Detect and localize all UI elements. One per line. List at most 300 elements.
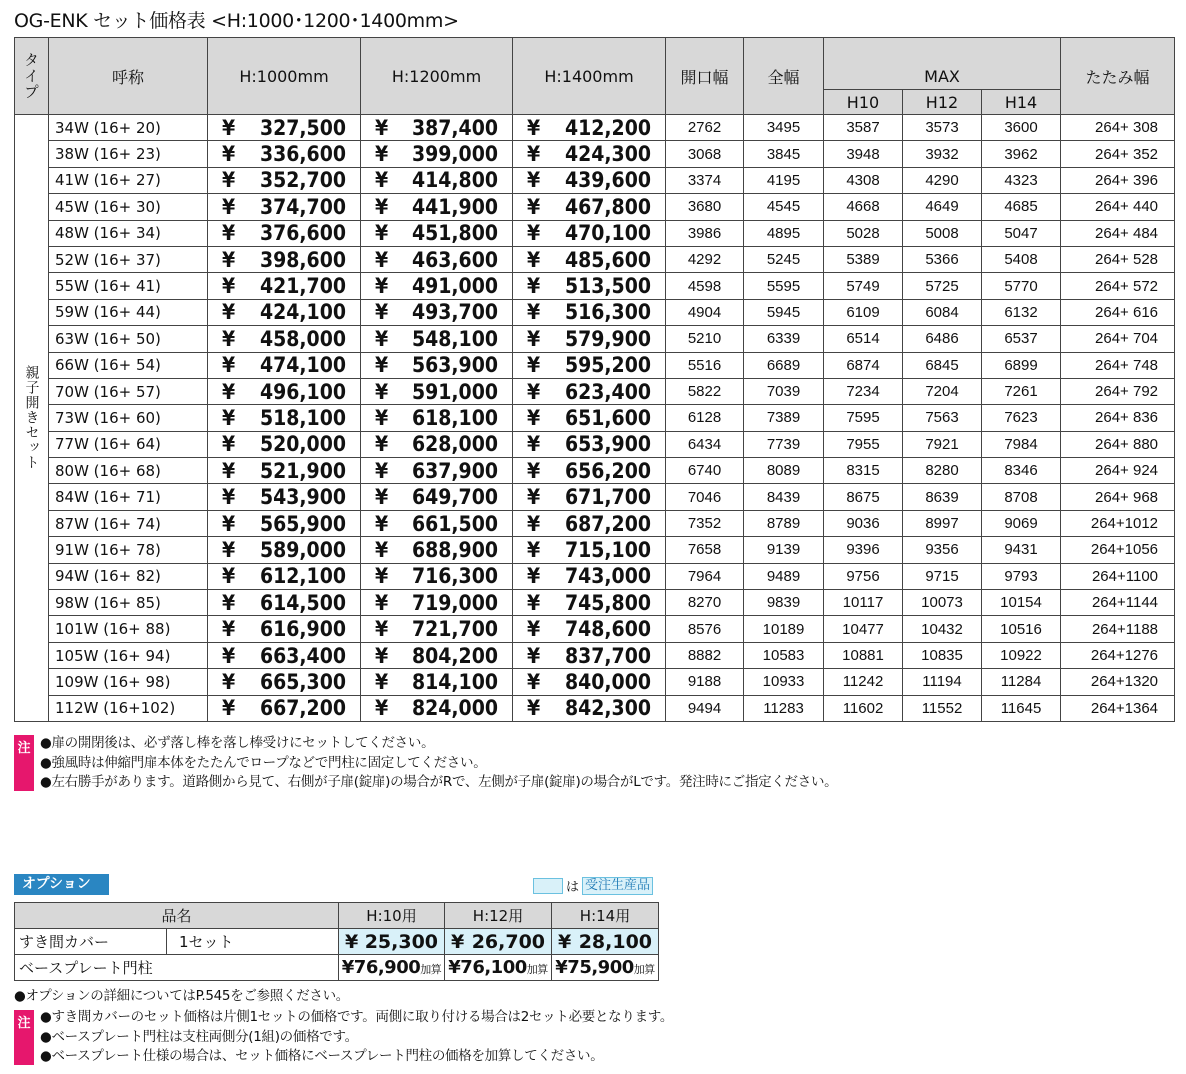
table-row (15, 405, 1175, 431)
row-code: 59W (16+ 44) (49, 299, 208, 325)
row-max-h12: 6845 (903, 352, 982, 378)
row-max-h10: 10117 (824, 590, 903, 616)
row-max-h14: 8708 (982, 484, 1061, 510)
row-folded: 264+1320 (1061, 669, 1175, 695)
legend-made-to-order: 受注生産品 (582, 877, 653, 895)
row-price-p1: ¥ 614,500 (208, 590, 361, 616)
option-table (14, 902, 659, 981)
row-code: 38W (16+ 23) (49, 141, 208, 167)
row-folded: 264+ 440 (1061, 194, 1175, 220)
type-label: 親子開きセット (23, 365, 40, 470)
table-row (15, 590, 1175, 616)
col-max-h10: H10 (824, 90, 903, 115)
row-price-p1: ¥ 352,700 (208, 167, 361, 193)
row-folded: 264+ 572 (1061, 273, 1175, 299)
row-price-p3: ¥ 651,600 (513, 405, 666, 431)
opt-name: ベースプレート門柱 (15, 955, 339, 981)
row-total: 9839 (744, 590, 824, 616)
row-total: 6339 (744, 326, 824, 352)
row-opening: 6128 (666, 405, 744, 431)
row-code: 34W (16+ 20) (49, 115, 208, 141)
row-total: 5245 (744, 246, 824, 272)
row-price-p3: ¥ 470,100 (513, 220, 666, 246)
row-max-h10: 5389 (824, 246, 903, 272)
type-cell (15, 115, 49, 722)
col-h1200: H:1200mm (361, 38, 513, 115)
row-price-p1: ¥ 520,000 (208, 431, 361, 457)
row-price-p2: ¥ 451,800 (361, 220, 513, 246)
opt-price-h12: ¥ 26,700 (445, 929, 552, 955)
row-price-p2: ¥ 414,800 (361, 167, 513, 193)
row-price-p3: ¥ 743,000 (513, 563, 666, 589)
table-row (15, 616, 1175, 642)
table-row (15, 220, 1175, 246)
row-code: 98W (16+ 85) (49, 590, 208, 616)
opt-price-h12: ¥76,100加算 (445, 955, 552, 981)
row-opening: 2762 (666, 115, 744, 141)
row-max-h10: 8675 (824, 484, 903, 510)
row-price-p3: ¥ 467,800 (513, 194, 666, 220)
opt-name: すき間カバー (15, 929, 167, 955)
row-code: 63W (16+ 50) (49, 326, 208, 352)
option-title: オプション (14, 874, 109, 895)
row-opening: 7046 (666, 484, 744, 510)
row-max-h12: 10073 (903, 590, 982, 616)
row-price-p3: ¥ 748,600 (513, 616, 666, 642)
row-price-p1: ¥ 612,100 (208, 563, 361, 589)
row-opening: 4598 (666, 273, 744, 299)
table-row (15, 141, 1175, 167)
row-total: 10583 (744, 642, 824, 668)
col-max-h14: H14 (982, 90, 1061, 115)
row-opening: 7964 (666, 563, 744, 589)
row-total: 5945 (744, 299, 824, 325)
row-max-h12: 5725 (903, 273, 982, 299)
row-max-h12: 9715 (903, 563, 982, 589)
opt-price-h10: ¥ 25,300 (339, 929, 445, 955)
row-price-p1: ¥ 424,100 (208, 299, 361, 325)
row-opening: 7658 (666, 537, 744, 563)
col-max-h12: H12 (903, 90, 982, 115)
option-notes (40, 1008, 673, 1067)
row-max-h10: 4308 (824, 167, 903, 193)
col-h1400: H:1400mm (513, 38, 666, 115)
row-opening: 5516 (666, 352, 744, 378)
row-max-h10: 10881 (824, 642, 903, 668)
row-price-p3: ¥ 842,300 (513, 695, 666, 721)
price-table (14, 37, 1175, 722)
row-price-p1: ¥ 421,700 (208, 273, 361, 299)
row-opening: 7352 (666, 510, 744, 536)
row-folded: 264+1276 (1061, 642, 1175, 668)
row-price-p1: ¥ 667,200 (208, 695, 361, 721)
row-price-p1: ¥ 474,100 (208, 352, 361, 378)
table-row (15, 273, 1175, 299)
row-max-h14: 10516 (982, 616, 1061, 642)
row-price-p2: ¥ 721,700 (361, 616, 513, 642)
row-max-h10: 6514 (824, 326, 903, 352)
row-folded: 264+1056 (1061, 537, 1175, 563)
row-folded: 264+1100 (1061, 563, 1175, 589)
row-opening: 3680 (666, 194, 744, 220)
row-max-h12: 3573 (903, 115, 982, 141)
row-max-h12: 6084 (903, 299, 982, 325)
row-code: 77W (16+ 64) (49, 431, 208, 457)
row-price-p1: ¥ 616,900 (208, 616, 361, 642)
row-price-p2: ¥ 387,400 (361, 115, 513, 141)
row-price-p3: ¥ 595,200 (513, 352, 666, 378)
row-max-h12: 10835 (903, 642, 982, 668)
notes (40, 734, 837, 793)
row-price-p1: ¥ 565,900 (208, 510, 361, 536)
row-price-p2: ¥ 688,900 (361, 537, 513, 563)
row-price-p2: ¥ 399,000 (361, 141, 513, 167)
row-max-h10: 5749 (824, 273, 903, 299)
opt-col-h10: H:10用 (339, 903, 445, 929)
row-opening: 6434 (666, 431, 744, 457)
table-row (15, 642, 1175, 668)
row-price-p2: ¥ 441,900 (361, 194, 513, 220)
col-total: 全幅 (744, 38, 824, 115)
row-max-h14: 3962 (982, 141, 1061, 167)
row-max-h12: 11552 (903, 695, 982, 721)
row-max-h14: 11645 (982, 695, 1061, 721)
row-max-h12: 6486 (903, 326, 982, 352)
row-total: 8789 (744, 510, 824, 536)
row-code: 84W (16+ 71) (49, 484, 208, 510)
row-price-p1: ¥ 327,500 (208, 115, 361, 141)
row-total: 5595 (744, 273, 824, 299)
row-price-p1: ¥ 398,600 (208, 246, 361, 272)
table-row (15, 510, 1175, 536)
opt-col-name: 品名 (15, 903, 339, 929)
row-max-h10: 11602 (824, 695, 903, 721)
row-max-h10: 9756 (824, 563, 903, 589)
row-max-h12: 3932 (903, 141, 982, 167)
row-folded: 264+ 836 (1061, 405, 1175, 431)
row-folded: 264+1012 (1061, 510, 1175, 536)
row-total: 11283 (744, 695, 824, 721)
row-price-p3: ¥ 513,500 (513, 273, 666, 299)
table-row (15, 246, 1175, 272)
row-max-h14: 10922 (982, 642, 1061, 668)
opt-row-base-plate (15, 955, 659, 981)
row-max-h10: 7955 (824, 431, 903, 457)
row-price-p1: ¥ 374,700 (208, 194, 361, 220)
legend-swatch (533, 878, 563, 894)
opt-col-h14: H:14用 (552, 903, 659, 929)
col-max: MAX (824, 65, 1061, 90)
row-code: 101W (16+ 88) (49, 616, 208, 642)
row-price-p2: ¥ 804,200 (361, 642, 513, 668)
row-price-p3: ¥ 715,100 (513, 537, 666, 563)
row-code: 112W (16+102) (49, 695, 208, 721)
row-max-h14: 6899 (982, 352, 1061, 378)
col-opening: 開口幅 (666, 38, 744, 115)
row-total: 4195 (744, 167, 824, 193)
row-opening: 4904 (666, 299, 744, 325)
row-max-h14: 9793 (982, 563, 1061, 589)
row-max-h14: 9069 (982, 510, 1061, 536)
row-code: 80W (16+ 68) (49, 458, 208, 484)
row-folded: 264+ 748 (1061, 352, 1175, 378)
row-price-p2: ¥ 719,000 (361, 590, 513, 616)
row-opening: 3374 (666, 167, 744, 193)
row-max-h12: 5366 (903, 246, 982, 272)
row-price-p2: ¥ 491,000 (361, 273, 513, 299)
row-price-p3: ¥ 653,900 (513, 431, 666, 457)
table-row (15, 695, 1175, 721)
row-folded: 264+ 396 (1061, 167, 1175, 193)
row-max-h14: 6537 (982, 326, 1061, 352)
row-price-p3: ¥ 439,600 (513, 167, 666, 193)
table-row (15, 563, 1175, 589)
row-price-p1: ¥ 543,900 (208, 484, 361, 510)
note-line: ●扉の開閉後は、必ず落し棒を落し棒受けにセットしてください。 (40, 735, 435, 751)
row-max-h10: 6874 (824, 352, 903, 378)
row-opening: 3068 (666, 141, 744, 167)
note-tag: 注 (14, 735, 34, 791)
row-max-h10: 3587 (824, 115, 903, 141)
table-row (15, 326, 1175, 352)
row-code: 94W (16+ 82) (49, 563, 208, 589)
row-opening: 9494 (666, 695, 744, 721)
table-row (15, 352, 1175, 378)
opt-price-h14: ¥75,900加算 (552, 955, 659, 981)
row-folded: 264+1188 (1061, 616, 1175, 642)
table-row (15, 194, 1175, 220)
row-max-h14: 8346 (982, 458, 1061, 484)
page-title: OG-ENK セット価格表 <H:1000･1200･1400mm> (14, 10, 459, 32)
row-max-h14: 10154 (982, 590, 1061, 616)
col-name: 呼称 (49, 38, 208, 115)
row-max-h10: 4668 (824, 194, 903, 220)
row-price-p3: ¥ 656,200 (513, 458, 666, 484)
row-price-p1: ¥ 496,100 (208, 378, 361, 404)
row-opening: 6740 (666, 458, 744, 484)
row-price-p2: ¥ 618,100 (361, 405, 513, 431)
option-note-tag: 注 (14, 1010, 34, 1065)
row-max-h10: 9396 (824, 537, 903, 563)
row-price-p3: ¥ 485,600 (513, 246, 666, 272)
row-opening: 4292 (666, 246, 744, 272)
table-row (15, 537, 1175, 563)
row-total: 8089 (744, 458, 824, 484)
row-opening: 8576 (666, 616, 744, 642)
table-row (15, 431, 1175, 457)
row-price-p2: ¥ 716,300 (361, 563, 513, 589)
row-total: 4895 (744, 220, 824, 246)
row-code: 66W (16+ 54) (49, 352, 208, 378)
row-price-p3: ¥ 687,200 (513, 510, 666, 536)
table-row (15, 484, 1175, 510)
col-type: タイプ (15, 38, 49, 115)
row-max-h12: 8997 (903, 510, 982, 536)
row-opening: 8882 (666, 642, 744, 668)
row-price-p2: ¥ 463,600 (361, 246, 513, 272)
row-price-p3: ¥ 745,800 (513, 590, 666, 616)
legend-is: は (566, 880, 580, 895)
row-folded: 264+ 616 (1061, 299, 1175, 325)
row-price-p1: ¥ 663,400 (208, 642, 361, 668)
row-max-h12: 4290 (903, 167, 982, 193)
row-price-p2: ¥ 814,100 (361, 669, 513, 695)
row-price-p2: ¥ 628,000 (361, 431, 513, 457)
row-max-h12: 8280 (903, 458, 982, 484)
row-max-h14: 5770 (982, 273, 1061, 299)
row-folded: 264+ 308 (1061, 115, 1175, 141)
row-opening: 5822 (666, 378, 744, 404)
row-code: 45W (16+ 30) (49, 194, 208, 220)
row-price-p1: ¥ 589,000 (208, 537, 361, 563)
row-price-p2: ¥ 548,100 (361, 326, 513, 352)
row-max-h12: 7204 (903, 378, 982, 404)
row-max-h10: 6109 (824, 299, 903, 325)
row-max-h14: 7984 (982, 431, 1061, 457)
table-row (15, 669, 1175, 695)
row-max-h12: 9356 (903, 537, 982, 563)
row-total: 7039 (744, 378, 824, 404)
row-price-p1: ¥ 665,300 (208, 669, 361, 695)
row-max-h10: 3948 (824, 141, 903, 167)
col-h1000: H:1000mm (208, 38, 361, 115)
row-price-p2: ¥ 637,900 (361, 458, 513, 484)
row-price-p2: ¥ 493,700 (361, 299, 513, 325)
row-price-p1: ¥ 458,000 (208, 326, 361, 352)
row-price-p1: ¥ 336,600 (208, 141, 361, 167)
table-row (15, 458, 1175, 484)
row-max-h12: 7921 (903, 431, 982, 457)
row-max-h12: 7563 (903, 405, 982, 431)
row-opening: 5210 (666, 326, 744, 352)
row-max-h14: 7623 (982, 405, 1061, 431)
row-max-h14: 9431 (982, 537, 1061, 563)
row-total: 4545 (744, 194, 824, 220)
row-total: 9489 (744, 563, 824, 589)
table-row (15, 167, 1175, 193)
row-price-p2: ¥ 649,700 (361, 484, 513, 510)
row-opening: 8270 (666, 590, 744, 616)
row-max-h10: 11242 (824, 669, 903, 695)
row-total: 7739 (744, 431, 824, 457)
table-row (15, 115, 1175, 141)
row-price-p3: ¥ 837,700 (513, 642, 666, 668)
row-total: 3495 (744, 115, 824, 141)
opt-price-h14: ¥ 28,100 (552, 929, 659, 955)
note-line: ●すき間カバーのセット価格は片側1セットの価格です。両側に取り付ける場合は2セット必要となります。 (40, 1009, 674, 1025)
legend (533, 876, 653, 895)
row-folded: 264+1364 (1061, 695, 1175, 721)
row-folded: 264+ 528 (1061, 246, 1175, 272)
row-code: 52W (16+ 37) (49, 246, 208, 272)
row-total: 9139 (744, 537, 824, 563)
row-max-h14: 4685 (982, 194, 1061, 220)
row-max-h14: 11284 (982, 669, 1061, 695)
row-total: 10933 (744, 669, 824, 695)
row-max-h10: 9036 (824, 510, 903, 536)
row-max-h12: 4649 (903, 194, 982, 220)
row-max-h10: 10477 (824, 616, 903, 642)
row-price-p3: ¥ 424,300 (513, 141, 666, 167)
note-line: ●強風時は伸縮門扉本体をたたんでロープなどで門柱に固定してください。 (40, 754, 487, 771)
row-code: 73W (16+ 60) (49, 405, 208, 431)
note-line: ●ベースプレート仕様の場合は、セット価格にベースプレート門柱の価格を加算してください。 (40, 1048, 604, 1064)
row-folded: 264+ 484 (1061, 220, 1175, 246)
row-folded: 264+ 704 (1061, 326, 1175, 352)
row-folded: 264+ 968 (1061, 484, 1175, 510)
row-max-h14: 5408 (982, 246, 1061, 272)
row-price-p3: ¥ 623,400 (513, 378, 666, 404)
row-code: 109W (16+ 98) (49, 669, 208, 695)
table-row (15, 299, 1175, 325)
row-code: 48W (16+ 34) (49, 220, 208, 246)
row-total: 7389 (744, 405, 824, 431)
table-row (15, 378, 1175, 404)
row-opening: 9188 (666, 669, 744, 695)
row-price-p3: ¥ 579,900 (513, 326, 666, 352)
note-line: ●左右勝手があります。道路側から見て、右側が子扉(錠扉)の場合がRで、左側が子扉(錠扉)の場合がLです。発注時にご指定ください。 (40, 774, 838, 790)
row-max-h14: 4323 (982, 167, 1061, 193)
row-price-p1: ¥ 376,600 (208, 220, 361, 246)
row-max-h12: 11194 (903, 669, 982, 695)
row-folded: 264+ 880 (1061, 431, 1175, 457)
row-price-p2: ¥ 661,500 (361, 510, 513, 536)
row-price-p2: ¥ 591,000 (361, 378, 513, 404)
row-max-h10: 7595 (824, 405, 903, 431)
option-detail-note: ●オプションの詳細についてはP.545をご参照ください。 (14, 988, 349, 1004)
row-code: 105W (16+ 94) (49, 642, 208, 668)
opt-col-h12: H:12用 (445, 903, 552, 929)
row-max-h12: 8639 (903, 484, 982, 510)
row-total: 10189 (744, 616, 824, 642)
row-max-h14: 7261 (982, 378, 1061, 404)
row-max-h14: 5047 (982, 220, 1061, 246)
row-code: 87W (16+ 74) (49, 510, 208, 536)
row-code: 41W (16+ 27) (49, 167, 208, 193)
row-price-p3: ¥ 840,000 (513, 669, 666, 695)
row-max-h10: 8315 (824, 458, 903, 484)
row-price-p3: ¥ 516,300 (513, 299, 666, 325)
col-max-spacer (824, 38, 1061, 65)
note-line: ●ベースプレート門柱は支柱両側分(1組)の価格です。 (40, 1028, 358, 1045)
opt-qty: 1セット (167, 929, 339, 955)
row-folded: 264+ 792 (1061, 378, 1175, 404)
row-max-h14: 6132 (982, 299, 1061, 325)
row-code: 91W (16+ 78) (49, 537, 208, 563)
row-price-p3: ¥ 671,700 (513, 484, 666, 510)
row-max-h12: 10432 (903, 616, 982, 642)
row-folded: 264+ 352 (1061, 141, 1175, 167)
row-max-h14: 3600 (982, 115, 1061, 141)
row-total: 6689 (744, 352, 824, 378)
row-folded: 264+ 924 (1061, 458, 1175, 484)
row-max-h12: 5008 (903, 220, 982, 246)
row-price-p3: ¥ 412,200 (513, 115, 666, 141)
row-opening: 3986 (666, 220, 744, 246)
row-price-p2: ¥ 824,000 (361, 695, 513, 721)
row-total: 3845 (744, 141, 824, 167)
row-folded: 264+1144 (1061, 590, 1175, 616)
row-max-h10: 5028 (824, 220, 903, 246)
row-total: 8439 (744, 484, 824, 510)
row-price-p1: ¥ 518,100 (208, 405, 361, 431)
row-price-p1: ¥ 521,900 (208, 458, 361, 484)
row-code: 55W (16+ 41) (49, 273, 208, 299)
opt-row-gap-cover (15, 929, 659, 955)
opt-price-h10: ¥76,900加算 (339, 955, 445, 981)
row-price-p2: ¥ 563,900 (361, 352, 513, 378)
col-folded: たたみ幅 (1061, 38, 1175, 115)
